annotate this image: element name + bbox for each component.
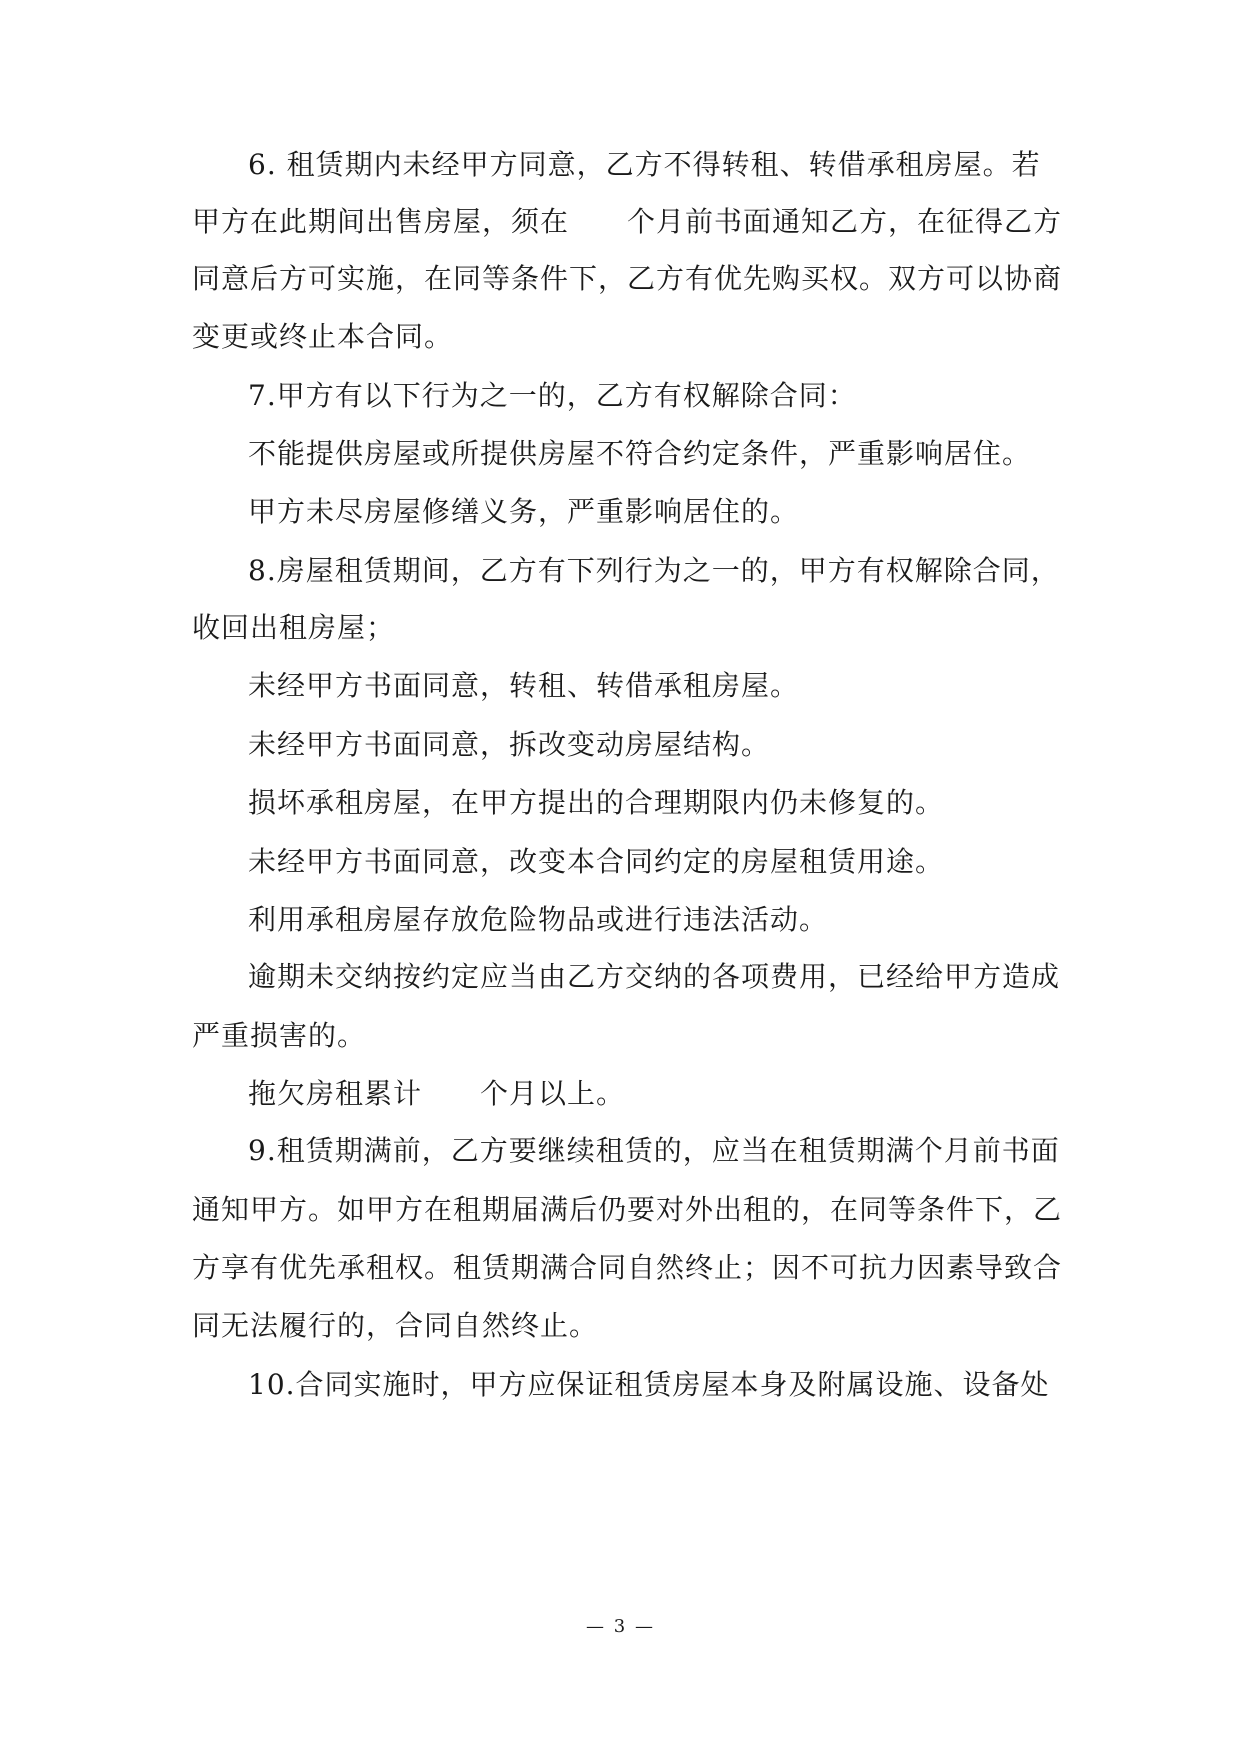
paragraph-line: 通知甲方。如甲方在租期届满后仍要对外出租的，在同等条件下，乙: [192, 1193, 1063, 1226]
paragraph-line: 8.房屋租赁期间，乙方有下列行为之一的，甲方有权解除合同，: [248, 554, 1060, 587]
paragraph-line: 方享有优先承租权。租赁期满合同自然终止；因不可抗力因素导致合: [192, 1251, 1063, 1284]
paragraph-line: 10.合同实施时，甲方应保证租赁房屋本身及附属设施、设备处: [248, 1368, 1050, 1401]
paragraph-line: 未经甲方书面同意，拆改变动房屋结构。: [248, 728, 771, 761]
paragraph-line: 利用承租房屋存放危险物品或进行违法活动。: [248, 903, 829, 936]
paragraph-line: 收回出租房屋；: [192, 611, 396, 644]
page-number: — 3 —: [586, 1616, 655, 1637]
paragraph-line: 损坏承租房屋，在甲方提出的合理期限内仍未修复的。: [248, 786, 945, 819]
paragraph-line: 变更或终止本合同。: [192, 320, 454, 353]
paragraph-line: 7.甲方有以下行为之一的，乙方有权解除合同：: [248, 379, 857, 412]
paragraph-line: 9.租赁期满前，乙方要继续租赁的，应当在租赁期满个月前书面: [248, 1134, 1060, 1167]
paragraph-line: 严重损害的。: [192, 1019, 367, 1052]
paragraph-line: 甲方在此期间出售房屋，须在 个月前书面通知乙方，在征得乙方: [192, 205, 1063, 238]
paragraph-line: 拖欠房租累计 个月以上。: [248, 1077, 626, 1110]
paragraph-line: 逾期未交纳按约定应当由乙方交纳的各项费用，已经给甲方造成: [248, 960, 1061, 993]
paragraph-line: 甲方未尽房屋修缮义务，严重影响居住的。: [248, 495, 800, 528]
paragraph-line: 未经甲方书面同意，改变本合同约定的房屋租赁用途。: [248, 845, 945, 878]
paragraph-line: 6. 租赁期内未经甲方同意，乙方不得转租、转借承租房屋。若: [248, 148, 1041, 181]
paragraph-line: 同意后方可实施，在同等条件下，乙方有优先购买权。双方可以协商: [192, 262, 1063, 295]
paragraph-line: 同无法履行的，合同自然终止。: [192, 1309, 599, 1342]
paragraph-line: 不能提供房屋或所提供房屋不符合约定条件，严重影响居住。: [248, 437, 1032, 470]
paragraph-line: 未经甲方书面同意，转租、转借承租房屋。: [248, 669, 800, 702]
